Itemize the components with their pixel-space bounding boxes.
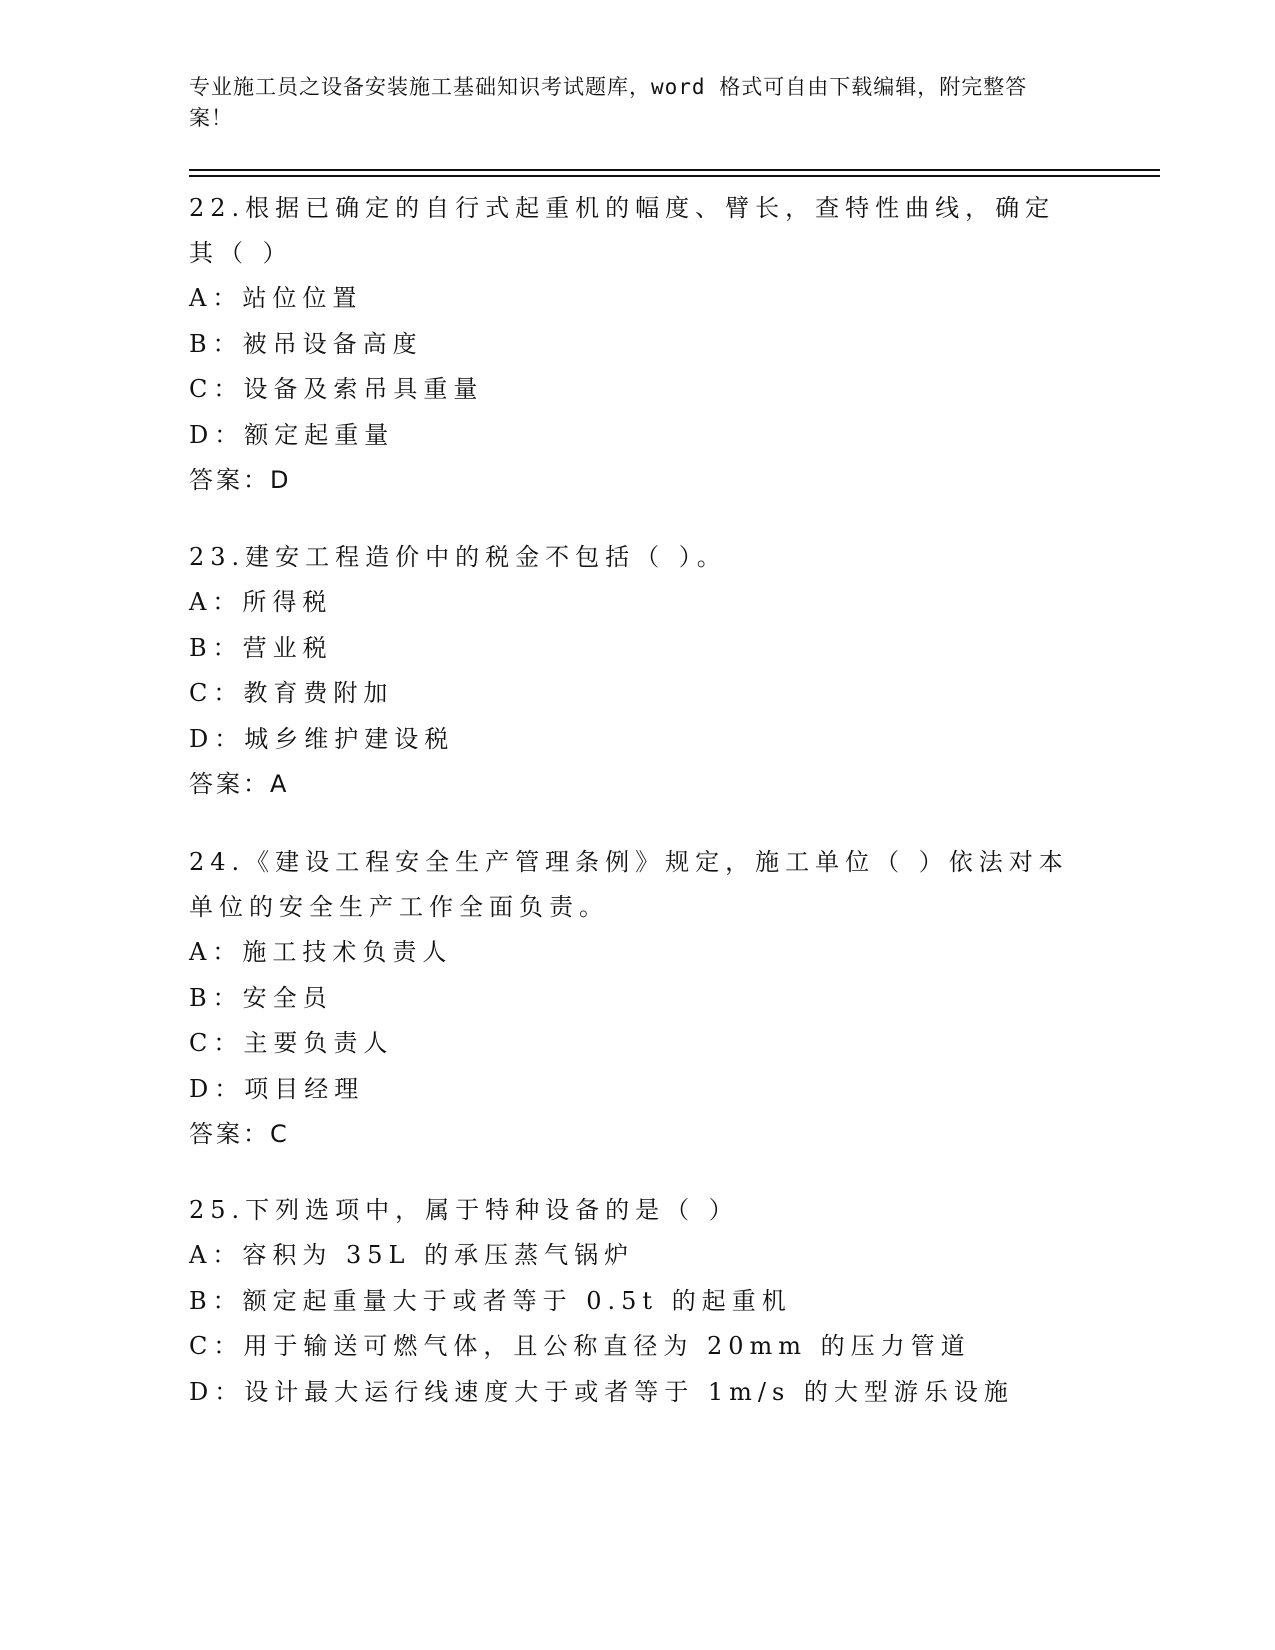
question-stem: 22.根据已确定的自行式起重机的幅度、臂长，查特性曲线，确定其（ ） (189, 194, 1056, 267)
document-header: 专业施工员之设备安装施工基础知识考试题库，word 格式可自由下载编辑，附完整答案！ (189, 75, 1028, 130)
option-d: D：城乡维护建设税 (189, 724, 455, 753)
question-25 (189, 1188, 1069, 1415)
option-b: B：营业税 (189, 633, 333, 662)
question-23 (189, 535, 1069, 807)
question-stem: 23.建安工程造价中的税金不包括（ ）。 (189, 543, 727, 571)
option-c: C：用于输送可燃气体，且公称直径为 20mm 的压力管道 (189, 1332, 971, 1360)
answer: 答案：C (189, 1120, 290, 1148)
option-a: A：容积为 35L 的承压蒸气锅炉 (189, 1241, 635, 1269)
answer: 答案：D (189, 466, 292, 494)
question-24 (189, 840, 1069, 1157)
option-c: C：主要负责人 (189, 1029, 394, 1057)
option-b: B：安全员 (189, 983, 333, 1012)
option-b: B：被吊设备高度 (189, 329, 423, 358)
option-a: A：所得税 (189, 588, 333, 616)
option-a: A：施工技术负责人 (189, 938, 453, 966)
option-d: D：设计最大运行线速度大于或者等于 1m/s 的大型游乐设施 (189, 1377, 1014, 1406)
question-stem: 25.下列选项中，属于特种设备的是（ ） (189, 1196, 739, 1224)
question-22 (189, 186, 1069, 503)
header-divider-bottom (189, 175, 1160, 177)
option-c: C：设备及索吊具重量 (189, 375, 484, 403)
option-a: A：站位位置 (189, 284, 363, 312)
answer: 答案：A (189, 770, 290, 798)
option-d: D：项目经理 (189, 1074, 365, 1103)
question-stem: 24.《建设工程安全生产管理条例》规定，施工单位（ ）依法对本单位的安全生产工作全面负责。 (189, 848, 1069, 921)
option-d: D：额定起重量 (189, 420, 395, 449)
option-c: C：教育费附加 (189, 679, 394, 707)
header-divider-top (189, 169, 1160, 171)
option-b: B：额定起重量大于或者等于 0.5t 的起重机 (189, 1286, 792, 1315)
